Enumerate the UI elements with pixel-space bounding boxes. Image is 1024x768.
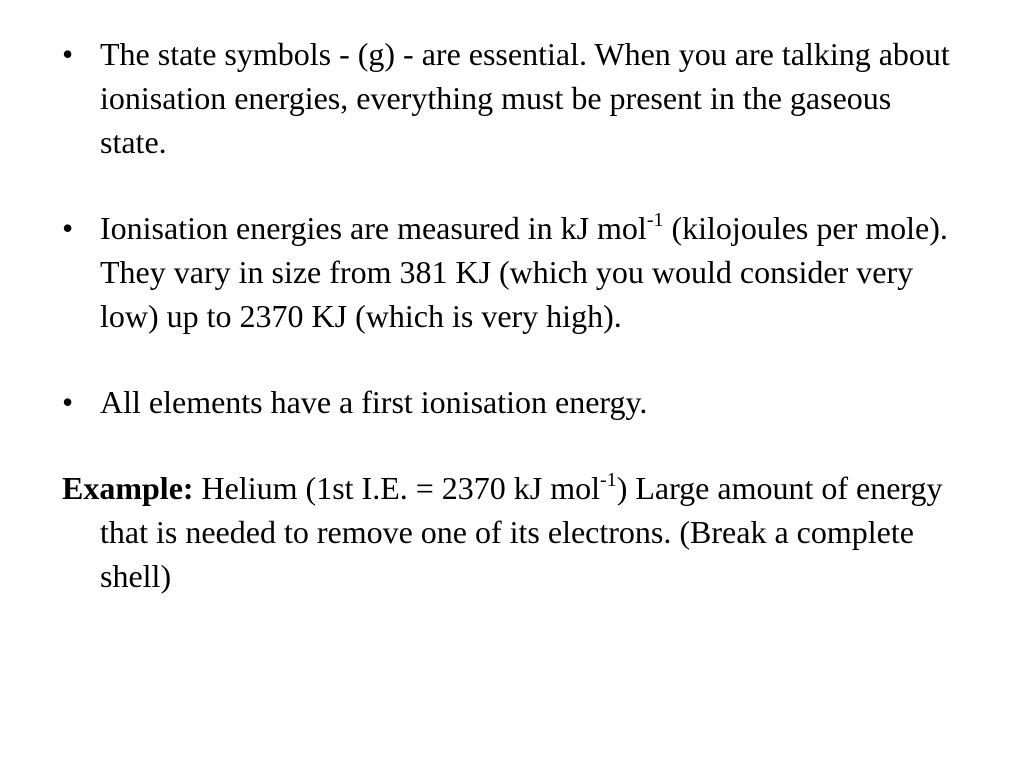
- superscript: -1: [600, 469, 617, 491]
- example-paragraph: [62, 466, 964, 598]
- bullet-text: All elements have a first ionisation energy.: [100, 384, 648, 420]
- bullet-icon: •: [62, 384, 74, 420]
- bullet-text: The state symbols - (g) - are essential. When you are talking about ionisation energies, everything must be present in the gaseous state.: [100, 36, 950, 160]
- bullet-item-units: [62, 206, 964, 338]
- bullet-icon: •: [62, 210, 74, 246]
- bullet-text-after-sup: (kilojoules per mole). They vary in size from 381 KJ (which you would consider very low) up to 2370 KJ (which is very high).: [100, 210, 948, 334]
- example-text-before-sup: Helium (1st I.E. = 2370 kJ mol: [193, 470, 601, 506]
- bullet-icon: •: [62, 36, 74, 72]
- bullet-item-state-symbols: [62, 32, 964, 164]
- example-label: Example:: [62, 470, 194, 506]
- bullet-item-first-ionisation: [62, 380, 964, 424]
- example-text-after-sup: ) Large amount of energy that is needed to remove one of its electrons. (Break a complete shell): [100, 470, 943, 594]
- bullet-text-before-sup: Ionisation energies are measured in kJ mol: [100, 210, 647, 246]
- superscript: -1: [646, 209, 664, 231]
